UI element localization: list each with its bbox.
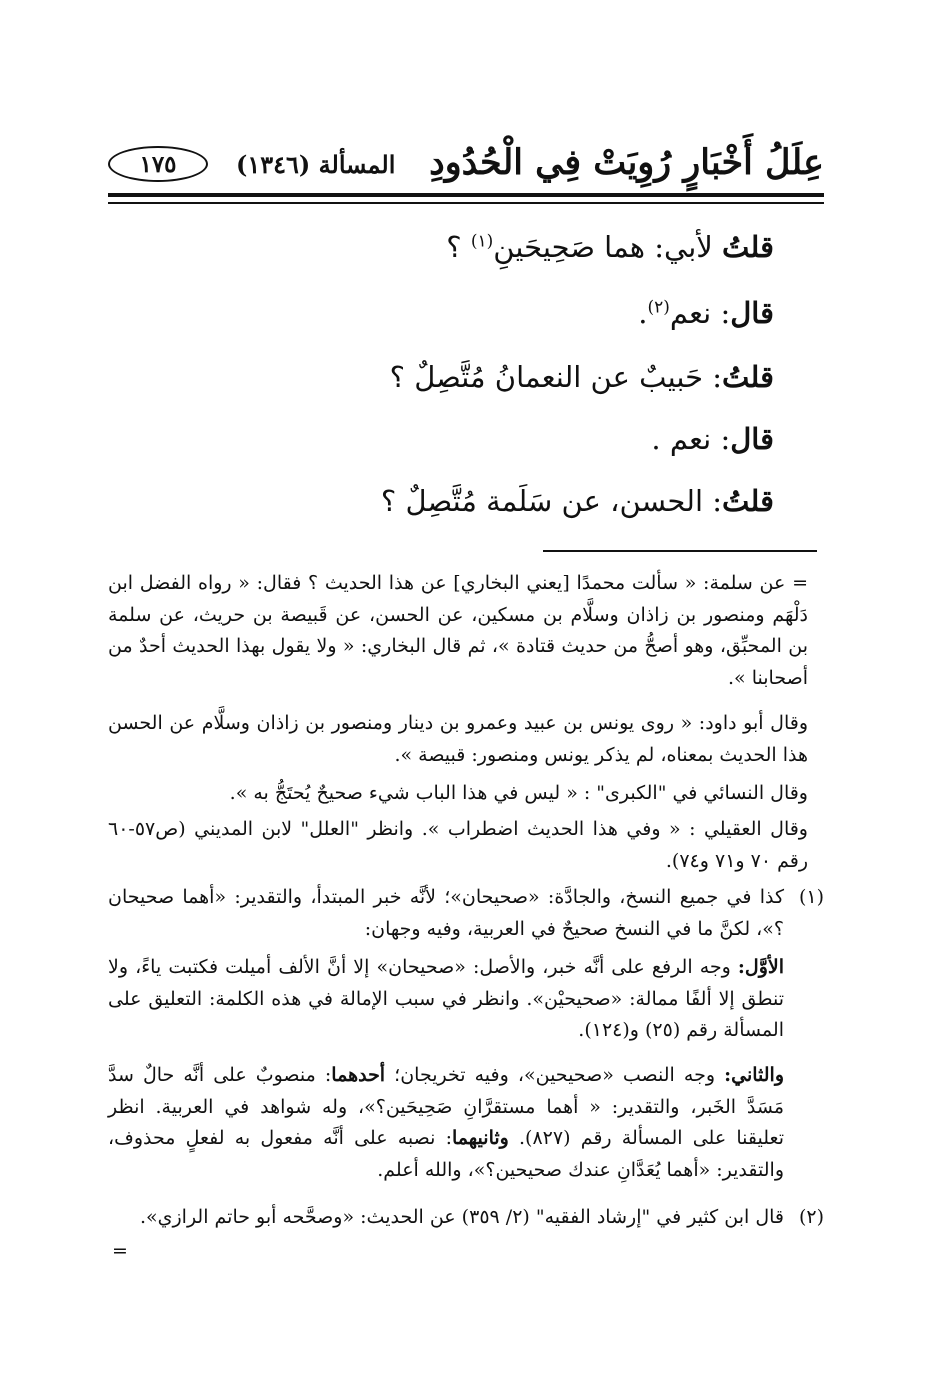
footnote-1-first-option-text: : منصوبٌ على أنَّه حالٌ سدَّ مَسَدَّ الخَبر، والتقدير: « أهما مستقرَّانِ صَحِيحَين؟»، وله شواهد في العربية. انظر تعليقنا على المسألة رقم (٨٢٧). [108, 1064, 784, 1149]
speaker: قلتُ [722, 484, 774, 518]
footnote-1-second-text: وجه النصب «صحيحين»، وفيه تخريجان؛ [385, 1064, 725, 1086]
speaker: قلتُ [722, 360, 774, 394]
dialogue-line [390, 356, 774, 398]
footnote-number: (١) [798, 886, 824, 908]
speaker: قلتُ [722, 230, 774, 264]
footnote-1-first-text: وجه الرفع على أنَّه خبر، والأصل: «صحيحان» إلا أنَّ الألف أميلت فكتبت ياءً، ولا تنطق إلا ألفًا ممالة: «صحيحيْن». وانظر في سبب الإمالة في هذه الكلمة: التعليق على المسألة رقم (٢٥) و(١٢٤). [108, 956, 784, 1041]
dialogue-line [446, 226, 774, 268]
dialogue-line [651, 418, 774, 460]
footnote-continuation-p3: وقال النسائي في "الكبرى" : « ليس في هذا الباب شيء صحيحٌ يُحتَجُّ به ». [229, 782, 808, 804]
footnote-ref: (٢) [647, 297, 670, 318]
dialogue-line [638, 292, 774, 334]
speaker: قال [730, 422, 774, 456]
footnote-1-second-option-text: : نصبه على أنَّه مفعول به لفعلٍ محذوف، والتقدير: «أهما يُعَدَّانِ عندك صحيحين؟»، والله أعلم. [108, 1127, 784, 1181]
page-number-badge [108, 146, 208, 182]
running-header [108, 140, 824, 188]
footnote-1-second-label: والثاني: [724, 1064, 784, 1086]
footnote-1-first-option-label: أحدهما [331, 1064, 386, 1086]
footnote-1-p2 [108, 952, 784, 1047]
dialogue-text: : حَبيبٌ عن النعمانُ مُتَّصِلٌ ؟ [389, 360, 723, 394]
footnote-ref: (١) [470, 231, 494, 252]
footnote-1-p3 [108, 1060, 784, 1186]
footnote-continuation-p4: وقال العقيلي : « وفي هذا الحديث اضطراب ». وانظر "العلل" لابن المديني (ص٥٧-٦٠ رقم ٧٠ و٧١ و٧٤). [108, 818, 808, 872]
dialogue-text: : الحسن، عن سَلَمة مُتَّصِلٌ ؟ [380, 484, 723, 518]
footnote-continuation-p1: = عن سلمة: « سألت محمدًا [يعني البخاري] عن هذا الحديث ؟ فقال: « رواه الفضل ابن دَلْهَم ومنصور بن زاذان وسلَّام بن مسكين، عن الحسن، عن قَبيصة بن حريث، عن سلمة بن المحبِّق، وهو أصحُّ من حديث قتادة »، ثم قال البخاري: « ولا يقول بهذا الحديث أحدٌ من أصحابنا ». [108, 572, 808, 689]
dialogue-text: : نعم [669, 296, 731, 330]
footnote-2-text: قال ابن كثير في "إرشاد الفقيه" (٢/ ٣٥٩) عن الحديث: «وصحَّحه أبو حاتم الرازي». [139, 1206, 784, 1228]
continuation-mark: = [112, 1240, 128, 1262]
footnote-1-p1: كذا في جميع النسخ، والجادَّة: «صحيحان»؛ لأنَّه خبر المبتدأ، والتقدير: «أهما صحيحان ؟»، لكنَّ ما في النسخ صحيحٌ في العربية، وفيه وجهان: [108, 886, 784, 940]
header-rule-thick [108, 193, 824, 197]
dialogue-line [381, 480, 774, 522]
dialogue-tail: . [638, 296, 648, 330]
issue-label: المسألة (١٣٤٦) [236, 150, 396, 179]
footnote-continuation-p2: وقال أبو داود: « روى يونس بن عبيد وعمرو بن دينار ومنصور بن زاذان وسلَّام عن الحسن هذا الحديث بمعناه، لم يذكر يونس ومنصور: قبيصة ». [108, 712, 808, 766]
footnote-1-first-label: الأوَّل: [737, 956, 784, 978]
dialogue-tail: ؟ [446, 230, 471, 264]
footnote-separator [543, 550, 817, 552]
dialogue-text: : نعم . [651, 422, 731, 456]
footnote-number: (٢) [798, 1206, 824, 1228]
footnote-1-second-option-label: وثانيهما [452, 1127, 509, 1149]
book-title: عِلَلُ أَخْبَارٍ رُوِيَتْ فِي الْحُدُودِ [429, 142, 824, 183]
dialogue-text: لأبي: هما صَحِيحَينِ [493, 230, 713, 264]
page-number: ١٧٥ [139, 150, 177, 178]
header-rule-thin [108, 202, 824, 204]
speaker: قال [730, 296, 774, 330]
